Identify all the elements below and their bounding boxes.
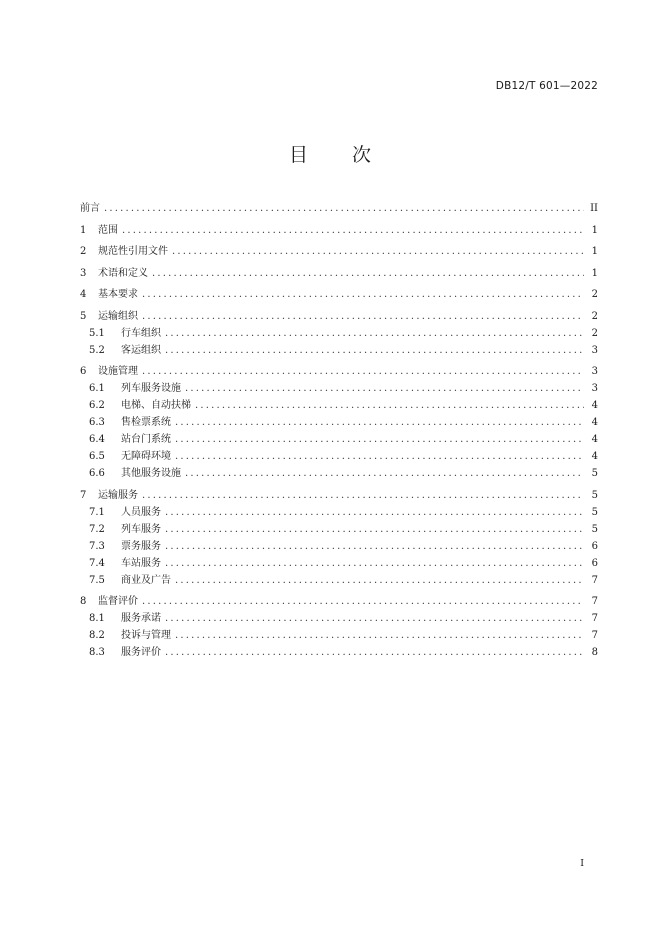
- toc-leader-dots: [165, 538, 584, 555]
- toc-entry-number: 5: [80, 310, 87, 322]
- toc-entry-label: 票务服务: [121, 540, 161, 552]
- toc-entry-number: 7.3: [89, 540, 105, 552]
- toc-entry-6-2[interactable]: [80, 397, 598, 414]
- toc-entry-label: 客运组织: [121, 344, 161, 356]
- toc-entry-5[interactable]: [80, 308, 598, 325]
- toc-leader-dots: [142, 593, 584, 610]
- toc-entry-page: 4: [591, 417, 598, 428]
- toc-entry-number: 6: [80, 366, 87, 377]
- toc-leader-dots: [142, 308, 584, 325]
- toc-entry-label: 服务评价: [121, 647, 161, 658]
- toc-entry-page: 5: [591, 489, 598, 501]
- toc-entry-number: 6.2: [89, 400, 105, 411]
- toc-entry-page: 2: [591, 310, 598, 322]
- toc-entry-7-4[interactable]: [80, 555, 598, 572]
- toc-entry-label: 电梯、自动扶梯: [121, 400, 191, 411]
- toc-entry-label: 列车服务: [121, 523, 161, 535]
- toc-leader-dots: [122, 222, 584, 239]
- toc-leader-dots: [165, 521, 584, 538]
- toc-leader-dots: [175, 414, 584, 431]
- toc-entry-number: 7.5: [89, 574, 105, 586]
- toc-leader-dots: [195, 397, 584, 414]
- toc-entry-label: 其他服务设施: [121, 468, 181, 479]
- toc-entry-number: 8.1: [89, 613, 105, 624]
- toc-entry-label: 商业及广告: [121, 574, 171, 586]
- toc-leader-dots: [152, 265, 584, 282]
- toc-entry-7-2[interactable]: [80, 521, 598, 538]
- toc-entry-number: 3: [80, 267, 87, 279]
- toc-entry-7[interactable]: [80, 487, 598, 504]
- toc-entry-3[interactable]: [80, 265, 598, 282]
- toc-entry-page: 5: [591, 468, 598, 479]
- toc-entry-number: 6.4: [89, 434, 105, 445]
- toc-leader-dots: [185, 465, 584, 482]
- toc-entry-8[interactable]: [80, 593, 598, 610]
- toc-entry-page: 6: [591, 540, 598, 552]
- toc-entry-label: 列车服务设施: [121, 383, 181, 394]
- toc-entry-number: 8.3: [89, 647, 105, 658]
- toc-leader-dots: [165, 610, 584, 627]
- toc-entry-5-1[interactable]: [80, 325, 598, 342]
- toc-entry-label: 范围: [98, 224, 118, 236]
- toc-entry-4[interactable]: [80, 286, 598, 303]
- toc-leader-dots: [165, 644, 584, 661]
- toc-entry-6-5[interactable]: [80, 448, 598, 465]
- toc-leader-dots: [142, 363, 584, 380]
- table-of-contents: [80, 200, 598, 661]
- toc-entry-page: 3: [591, 344, 598, 356]
- toc-entry-page: 1: [591, 246, 598, 257]
- toc-entry-6-4[interactable]: [80, 431, 598, 448]
- toc-entry-number: 6.5: [89, 451, 105, 462]
- toc-leader-dots: [175, 627, 584, 644]
- toc-leader-dots: [165, 555, 584, 572]
- toc-entry-page: 3: [591, 366, 598, 377]
- toc-entry-label: 售检票系统: [121, 417, 171, 428]
- toc-entry-page: 1: [591, 224, 598, 236]
- toc-entry-number: 6.1: [89, 383, 105, 394]
- toc-entry-page: 7: [591, 613, 598, 624]
- toc-entry-page: 8: [591, 647, 598, 658]
- toc-entry-page: II: [590, 203, 598, 214]
- toc-entry-page: 1: [591, 267, 598, 279]
- toc-entry-label: 车站服务: [121, 557, 161, 569]
- toc-entry-6-1[interactable]: [80, 380, 598, 397]
- toc-entry-page: 3: [591, 383, 598, 394]
- toc-entry-label: 设施管理: [98, 366, 138, 377]
- toc-leader-dots: [165, 325, 584, 342]
- toc-entry-2[interactable]: [80, 243, 598, 260]
- toc-entry-8-1[interactable]: [80, 610, 598, 627]
- toc-entry-page: 7: [591, 630, 598, 641]
- toc-entry-label: 运输服务: [98, 489, 138, 501]
- toc-entry-7-1[interactable]: [80, 504, 598, 521]
- toc-leader-dots: [175, 572, 584, 589]
- toc-entry-page: 5: [591, 506, 598, 518]
- toc-leader-dots: [165, 504, 584, 521]
- toc-entry-label: 服务承诺: [121, 613, 161, 624]
- toc-leader-dots: [185, 380, 584, 397]
- toc-entry-number: 5.2: [89, 344, 105, 356]
- toc-entry-number: 8.2: [89, 630, 105, 641]
- toc-entry-number: 4: [80, 289, 87, 300]
- toc-entry-7-5[interactable]: [80, 572, 598, 589]
- toc-entry-label: 运输组织: [98, 310, 138, 322]
- toc-entry-label: 投诉与管理: [121, 630, 171, 641]
- toc-entry-page: 2: [591, 327, 598, 339]
- page-title: 目 次: [288, 144, 373, 166]
- toc-entry-preface[interactable]: [80, 200, 598, 217]
- toc-entry-6[interactable]: [80, 363, 598, 380]
- toc-leader-dots: [104, 200, 584, 217]
- toc-entry-page: 5: [591, 523, 598, 535]
- toc-entry-label: 规范性引用文件: [98, 246, 168, 257]
- toc-entry-label: 监督评价: [98, 596, 138, 607]
- toc-entry-label: 人员服务: [121, 506, 161, 518]
- toc-leader-dots: [142, 487, 584, 504]
- toc-entry-label: 行车组织: [121, 327, 161, 339]
- toc-leader-dots: [142, 286, 584, 303]
- toc-entry-page: 4: [591, 400, 598, 411]
- toc-entry-8-2[interactable]: [80, 627, 598, 644]
- toc-entry-number: 7.1: [89, 506, 105, 518]
- toc-leader-dots: [175, 448, 584, 465]
- toc-entry-number: 6.3: [89, 417, 105, 428]
- toc-entry-7-3[interactable]: [80, 538, 598, 555]
- toc-entry-number: 5.1: [89, 327, 105, 339]
- toc-entry-1[interactable]: [80, 222, 598, 239]
- toc-entry-label: 前言: [80, 203, 100, 214]
- toc-entry-label: 无障碍环境: [121, 451, 171, 462]
- toc-entry-label: 术语和定义: [98, 267, 148, 279]
- toc-entry-page: 2: [591, 289, 598, 300]
- toc-entry-page: 4: [591, 451, 598, 462]
- toc-entry-number: 7.2: [89, 523, 105, 535]
- toc-entry-label: 基本要求: [98, 289, 138, 300]
- toc-entry-page: 7: [591, 574, 598, 586]
- toc-entry-number: 7: [80, 489, 87, 501]
- toc-entry-8-3[interactable]: [80, 644, 598, 661]
- toc-entry-number: 8: [80, 596, 87, 607]
- toc-entry-page: 7: [591, 596, 598, 607]
- toc-entry-6-3[interactable]: [80, 414, 598, 431]
- toc-entry-number: 6.6: [89, 468, 105, 479]
- toc-entry-page: 6: [591, 557, 598, 569]
- toc-leader-dots: [172, 243, 584, 260]
- toc-leader-dots: [165, 342, 584, 359]
- page-number: I: [580, 858, 584, 869]
- toc-entry-number: 2: [80, 246, 87, 257]
- toc-entry-label: 站台门系统: [121, 434, 171, 445]
- toc-entry-number: 1: [80, 224, 87, 236]
- toc-entry-number: 7.4: [89, 557, 105, 569]
- toc-entry-page: 4: [591, 434, 598, 445]
- toc-leader-dots: [175, 431, 584, 448]
- toc-entry-6-6[interactable]: [80, 465, 598, 482]
- document-code: DB12/T 601—2022: [495, 80, 598, 92]
- toc-entry-5-2[interactable]: [80, 342, 598, 359]
